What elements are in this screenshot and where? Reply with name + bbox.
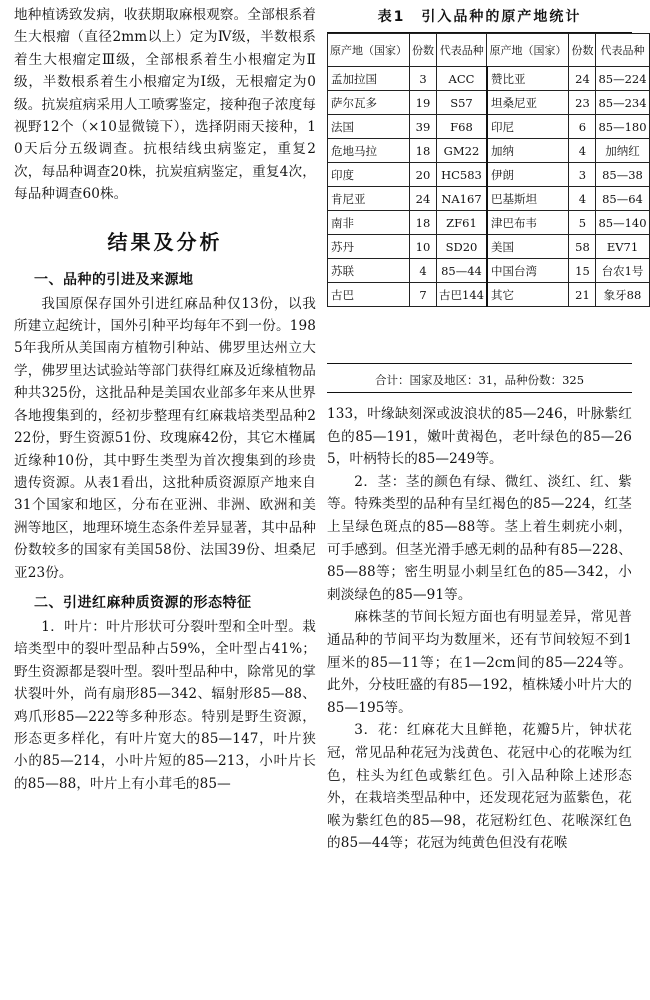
table-cell-rep-1: SD20 — [437, 235, 487, 259]
section-title: 结果及分析 — [107, 229, 223, 254]
right-text — [327, 403, 632, 855]
origin-table-box — [327, 32, 647, 364]
leaf-paragraph: 1．叶片：叶片形状可分裂叶型和全叶型。栽培类型中的裂叶型品种占59%，全叶型占41%；野生资源都是裂叶型。裂叶型品种中，除常见的掌状裂叶外，尚有扇形85—342、辐射形85—88、鸡爪形85—222等多种形态。特别是野生资源，形态更多样化，有叶片宽大的85—147，叶片狭小的85—214，小叶片短的85—213，小叶片长的85—88，叶片上有小茸毛的85— — [14, 618, 316, 792]
header-origin-2: 原产地（国家） — [487, 34, 569, 67]
table-cell-rep-2: 85—224 — [596, 67, 649, 91]
table-cell-origin-2: 加纳 — [487, 139, 569, 163]
table-cell-rep-2: 85—38 — [596, 163, 649, 187]
table-cell-rep-2: 加纳红 — [596, 139, 649, 163]
table-cell-rep-2: 象牙88 — [596, 283, 649, 307]
table-body — [328, 67, 650, 307]
table-row — [328, 283, 650, 307]
table-cell-count-1: 19 — [410, 91, 437, 115]
table-cell-origin-1: 萨尔瓦多 — [328, 91, 410, 115]
table-cell-origin-2: 美国 — [487, 235, 569, 259]
header-rep-2: 代表品种 — [596, 34, 649, 67]
subsection-title-morphology: 二、引进红麻种质资源的形态特征 — [34, 594, 252, 611]
table-cell-count-2: 58 — [569, 235, 596, 259]
table-cell-count-1: 10 — [410, 235, 437, 259]
table-cell-rep-1: HC583 — [437, 163, 487, 187]
header-count-2: 份数 — [569, 34, 596, 67]
origin-table — [327, 33, 650, 307]
table-cell-rep-1: 古巴144 — [437, 283, 487, 307]
table-row — [328, 187, 650, 211]
table-cell-rep-1: 85—44 — [437, 259, 487, 283]
table-row — [328, 115, 650, 139]
table-cell-count-2: 5 — [569, 211, 596, 235]
table-caption: 表1 引入品种的原产地统计 — [377, 9, 582, 25]
table-cell-origin-2: 伊朗 — [487, 163, 569, 187]
table-cell-count-2: 23 — [569, 91, 596, 115]
table-cell-rep-2: EV71 — [596, 235, 649, 259]
table-footer: 合计：国家及地区：31，品种份数：325 — [327, 368, 632, 393]
table-cell-origin-1: 苏丹 — [328, 235, 410, 259]
table-cell-origin-2: 坦桑尼亚 — [487, 91, 569, 115]
table-cell-count-1: 18 — [410, 139, 437, 163]
subsection-title-origin: 一、品种的引进及来源地 — [34, 271, 194, 288]
table-cell-count-1: 24 — [410, 187, 437, 211]
table-cell-rep-1: S57 — [437, 91, 487, 115]
table-row — [328, 91, 650, 115]
header-count-1: 份数 — [410, 34, 437, 67]
intro-paragraph: 地种植诱致发病，收获期取麻根观察。全部根系着生大根瘤（直径2mm以上）定为Ⅳ级，半数根系着生大根瘤定Ⅲ级，全部根系着生小根瘤定为Ⅱ级，半数根系着生小根瘤定为Ⅰ级，无根瘤定为0级。抗炭疽病采用人工喷雾鉴定，接种孢子浓度每视野12个（×10显微镜下），选择阴雨天接种，10天后分五级调查。抗根结线虫病鉴定，重复2次，每品种调查20株，抗炭疽病鉴定，重复4次，每品种调查60株。 — [14, 7, 316, 203]
header-origin-1: 原产地（国家） — [328, 34, 410, 67]
table-cell-count-2: 6 — [569, 115, 596, 139]
left-column — [14, 4, 316, 795]
leaf-continued-paragraph: 133，叶缘缺刻深或波浪状的85—246，叶脉紫红色的85—191，嫩叶黄褐色，老叶绿色的85—265，叶柄特长的85—249等。 — [327, 406, 632, 468]
table-cell-origin-1: 法国 — [328, 115, 410, 139]
table-cell-origin-1: 印度 — [328, 163, 410, 187]
table-cell-origin-2: 赞比亚 — [487, 67, 569, 91]
table-cell-rep-1: ACC — [437, 67, 487, 91]
table-cell-count-1: 7 — [410, 283, 437, 307]
table-cell-rep-1: NA167 — [437, 187, 487, 211]
table-cell-count-2: 21 — [569, 283, 596, 307]
table-cell-origin-1: 古巴 — [328, 283, 410, 307]
table-cell-origin-1: 孟加拉国 — [328, 67, 410, 91]
table-cell-count-2: 24 — [569, 67, 596, 91]
table-cell-rep-2: 85—180 — [596, 115, 649, 139]
table-cell-origin-1: 危地马拉 — [328, 139, 410, 163]
table-cell-rep-2: 85—234 — [596, 91, 649, 115]
table-cell-rep-1: GM22 — [437, 139, 487, 163]
stem-paragraph: 2．茎：茎的颜色有绿、微红、淡红、红、紫等。特殊类型的品种有呈红褐色的85—224，红茎上呈绿色斑点的85—88等。茎上着生刺疣小刺，可手感到。但茎光滑手感无刺的品种有85—228、85—88等；密生明显小刺呈红色的85—342，小刺淡绿色的85—91等。 — [327, 473, 632, 603]
table-cell-count-1: 3 — [410, 67, 437, 91]
table-cell-count-2: 4 — [569, 187, 596, 211]
table-cell-origin-2: 其它 — [487, 283, 569, 307]
table-row — [328, 139, 650, 163]
table-row — [328, 211, 650, 235]
table-cell-origin-2: 印尼 — [487, 115, 569, 139]
table-cell-origin-2: 巴基斯坦 — [487, 187, 569, 211]
header-rep-1: 代表品种 — [437, 34, 487, 67]
table-cell-rep-2: 台农1号 — [596, 259, 649, 283]
table-cell-rep-2: 85—140 — [596, 211, 649, 235]
table-cell-count-2: 3 — [569, 163, 596, 187]
right-column — [327, 4, 647, 855]
table-cell-count-1: 18 — [410, 211, 437, 235]
origin-paragraph: 我国原保存国外引进红麻品种仅13份，以我所建立起统计，国外引种平均每年不到一份。1985年我所从美国南方植物引种站、佛罗里达州立大学，佛罗里达试验站等部门获得红麻及近缘植物品种共325份，这批品种是美国农业部多年来从世界各地搜集到的，经初步整理有红麻栽培类型品种222份，野生资源51份、玫瑰麻42份，其它木槿属近缘种10份，其中野生类型为首次搜集到的珍贵遗传资源。从表1看出，这批种质资源原产地来自31个国家和地区，分布在亚洲、非洲、欧洲和美洲等地区，地理环境生态条件差异显著，其中品种份数较多的国家有美国58份、法国39份、坦桑尼亚23份。 — [14, 295, 316, 581]
table-cell-count-1: 39 — [410, 115, 437, 139]
table-cell-count-2: 15 — [569, 259, 596, 283]
table-cell-origin-2: 津巴布韦 — [487, 211, 569, 235]
table-cell-origin-1: 南非 — [328, 211, 410, 235]
table-cell-origin-1: 苏联 — [328, 259, 410, 283]
table-header-row — [328, 34, 650, 67]
table-cell-rep-1: F68 — [437, 115, 487, 139]
table-row — [328, 163, 650, 187]
table-row — [328, 235, 650, 259]
table-cell-rep-2: 85—64 — [596, 187, 649, 211]
table-cell-origin-1: 肯尼亚 — [328, 187, 410, 211]
flower-paragraph: 3．花：红麻花大且鲜艳，花瓣5片，钟状花冠，常见品种花冠为浅黄色、花冠中心的花喉为红色，柱头为红色或紫红色。引入品种除上述形态外，在栽培类型品种中，还发现花冠为蓝紫色，花喉为紫红色的85—98，花冠粉红色、花喉深红色的85—44等；花冠为纯黄色但没有花喉 — [327, 722, 632, 852]
table-cell-count-2: 4 — [569, 139, 596, 163]
table-cell-origin-2: 中国台湾 — [487, 259, 569, 283]
table-cell-rep-1: ZF61 — [437, 211, 487, 235]
table-cell-count-1: 4 — [410, 259, 437, 283]
table-row — [328, 67, 650, 91]
table-row — [328, 259, 650, 283]
internode-paragraph: 麻株茎的节间长短方面也有明显差异，常见普通品种的节间平均为数厘米，还有节间较短不到1厘米的85—11等；在1—2cm间的85—224等。此外，分枝旺盛的有85—192，植株矮小叶片大的85—195等。 — [327, 609, 632, 716]
table-cell-count-1: 20 — [410, 163, 437, 187]
